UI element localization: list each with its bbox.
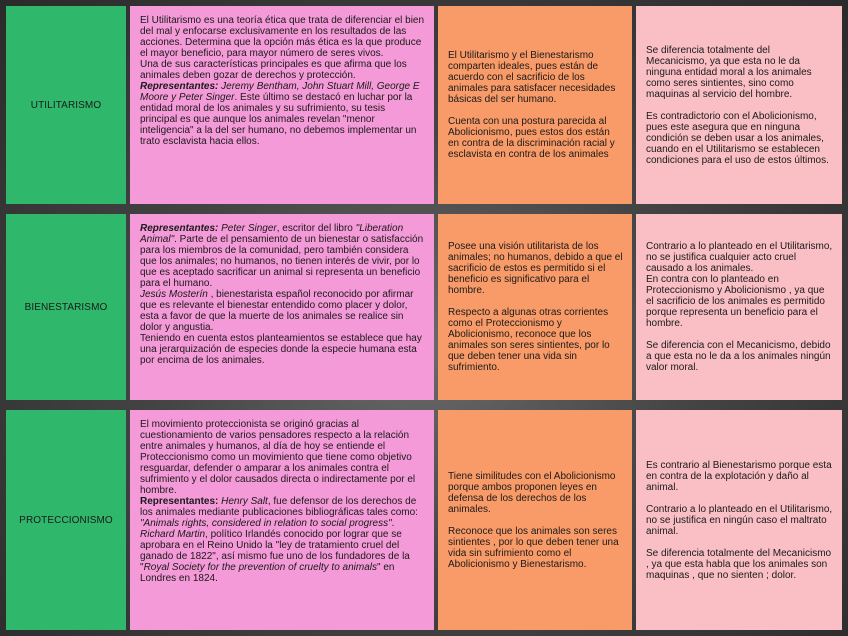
- representatives-text: . Este último se destacó en luchar por la entidad moral de los animales y su sufrimiento, su tesis principal es que aunque los animales revelan "menor inteligencia" a la del ser humano, no debemos implementar un trato esclavista hacia ellos.: [140, 92, 417, 147]
- representatives-paragraph: [140, 289, 425, 333]
- row-label-proteccionismo: [6, 410, 126, 630]
- representative-name: Peter Singer: [218, 223, 277, 234]
- representatives-text: " en Londres en 1824.: [140, 562, 395, 584]
- representatives-paragraph: [140, 81, 425, 147]
- difference-paragraph: Se diferencia con el Mecanicismo, debido a que esta no le da a los animales ningún valor moral.: [646, 340, 831, 373]
- difference-paragraph: Contrario a lo planteado en el Utilitarismo, no se justifica cualquier acto cruel causado a los animales.: [646, 241, 833, 274]
- representative-name: Jesús Mosterín: [140, 289, 208, 300]
- representatives-paragraph: [140, 496, 425, 584]
- similarity-paragraph: Cuenta con una postura parecida al Abolicionismo, pues estos dos están en contra de la discriminación racial y esclavista en contra de los animales: [448, 116, 615, 160]
- differences-cell-proteccionismo: [636, 410, 842, 630]
- representatives-text: . Parte de el pensamiento de un bienestar o satisfacción para los miembros de la comunidad, pero también considera que los animales; no humanos, no tienen interés de vivir, por lo que es aceptado sacrificar un animal si representa un beneficio para el humano.: [140, 234, 424, 289]
- row-label-bienestarismo: [6, 214, 126, 400]
- organization-name: Royal Society for the prevention of cruelty to animals: [143, 562, 378, 573]
- description-paragraph: El Utilitarismo es una teoría ética que trata de diferenciar el bien del mal y enfocarse exclusivamente en los resultados de las acciones. Determina que la opción más ética es la que produce el mayor beneficio, para mayor número de seres vivos.: [140, 15, 425, 59]
- difference-paragraph: Se diferencia totalmente del Mecanicismo , ya que esta habla que los animales son maquinas , que no sienten ; dolor.: [646, 547, 832, 581]
- similarity-paragraph: Respecto a algunas otras corrientes como el Proteccionismo y Abolicionismo, reconoce que los animales son seres sintientes, por lo que deben tener una vida sin sufrimiento.: [448, 307, 610, 373]
- differences-cell-bienestarismo: [636, 214, 842, 400]
- description-cell-bienestarismo: [130, 214, 434, 400]
- description-cell-proteccionismo: [130, 410, 434, 630]
- representatives-text: , bienestarista español reconocido por afirmar que es relevante el bienestar entendido como placer y dolor, esta a favor de que la muerte de los animales se realice sin dolor y angustia.: [140, 289, 414, 333]
- similarities-cell-bienestarismo: [438, 214, 632, 400]
- description-paragraph: El movimiento proteccionista se originó gracias al cuestionamiento de varios pensadores respecto a la relación entre animales y humanos, al día de hoy se entiende el Proteccionismo como un movimiento que tiene como objetivo resguardar, defender o amparar a los animales contra el sufrimiento y el dolor causados directa o indirectamente por el hombre.: [140, 419, 416, 496]
- similarity-paragraph: Posee una visión utilitarista de los animales; no humanos, debido a que el sacrificio de estos es permitido si el beneficio es significativo para el hombre.: [448, 241, 623, 296]
- differences-cell-utilitarismo: [636, 6, 842, 204]
- representatives-paragraph: [140, 223, 425, 289]
- description-paragraph: Una de sus características principales es que afirma que los animales deben gozar de derechos y protección.: [140, 59, 407, 81]
- description-paragraph: Teniendo en cuenta estos planteamientos se establece que hay una jerarquización de especies donde la especie humana esta por encima de los animales.: [140, 333, 422, 366]
- representative-name: Richard Martin: [140, 529, 206, 540]
- similarity-paragraph: Tiene similitudes con el Abolicionismo porque ambos proponen leyes en defensa de los derechos de los animales.: [448, 470, 616, 515]
- representative-name: Henry Salt: [218, 496, 268, 507]
- difference-paragraph: Es contrario al Bienestarismo porque esta en contra de la explotación y daño al animal.: [646, 459, 832, 493]
- row-label-text: BIENESTARISMO: [24, 301, 108, 313]
- representatives-text: , fue defensor de los derechos de los animales mediante publicaciones bibliográficas tales como:: [140, 496, 418, 518]
- difference-paragraph: Se diferencia totalmente del Mecanicismo, ya que esta no le da ninguna entidad moral a los animales como seres sintientes, sino como maquinas al servicio del hombre.: [646, 44, 812, 100]
- representatives-text: , político Irlandés conocido por lograr que se aprobara en el Reino Unido la "ley de tratamiento cruel del ganado de 1822", así mismo fue uno de los fundadores de la ": [140, 529, 410, 573]
- similarity-paragraph: Reconoce que los animales son seres sintientes , por lo que deben tener una vida sin sufrimiento como el Abolicionismo y Bienestarismo.: [448, 525, 619, 570]
- book-title: "Liberation Animal": [140, 223, 404, 245]
- book-title: "Animals rights, considered in relation to social progress": [140, 518, 392, 529]
- difference-paragraph: Es contradictorio con el Abolicionismo, pues este asegura que en ninguna condición se deben usar a los animales, cuando en el Utilitarismo se establecen condiciones para el uso de estos últimos.: [646, 110, 829, 166]
- similarity-paragraph: El Utilitarismo y el Bienestarismo comparten ideales, pues están de acuerdo con el sacrificio de los animales para satisfacer necesidades básicas del ser humano.: [448, 50, 616, 105]
- description-cell-utilitarismo: [130, 6, 434, 204]
- representatives-label: Representantes:: [140, 81, 219, 92]
- difference-paragraph: Contrario a lo planteado en el Utilitarismo, no se justifica en ningún caso el maltrato animal.: [646, 503, 833, 537]
- similarities-cell-utilitarismo: [438, 6, 632, 204]
- representatives-text: .: [391, 518, 395, 529]
- row-label-text: PROTECCIONISMO: [19, 514, 113, 526]
- similarities-cell-proteccionismo: [438, 410, 632, 630]
- representative-names: Jeremy Bentham, John Stuart Mill, George E Moore y Peter Singer: [140, 81, 420, 103]
- representatives-text: , escritor del libro: [276, 223, 356, 234]
- row-label-utilitarismo: [6, 6, 126, 204]
- representatives-label: Representantes:: [140, 496, 219, 507]
- representatives-label: Representantes:: [140, 223, 219, 234]
- row-label-text: UTILITARISMO: [30, 99, 102, 111]
- difference-paragraph: En contra con lo planteado en Proteccionismo y Abolicionismo , ya que el sacrificio de los animales es permitido porque representa un beneficio para el hombre.: [646, 274, 825, 329]
